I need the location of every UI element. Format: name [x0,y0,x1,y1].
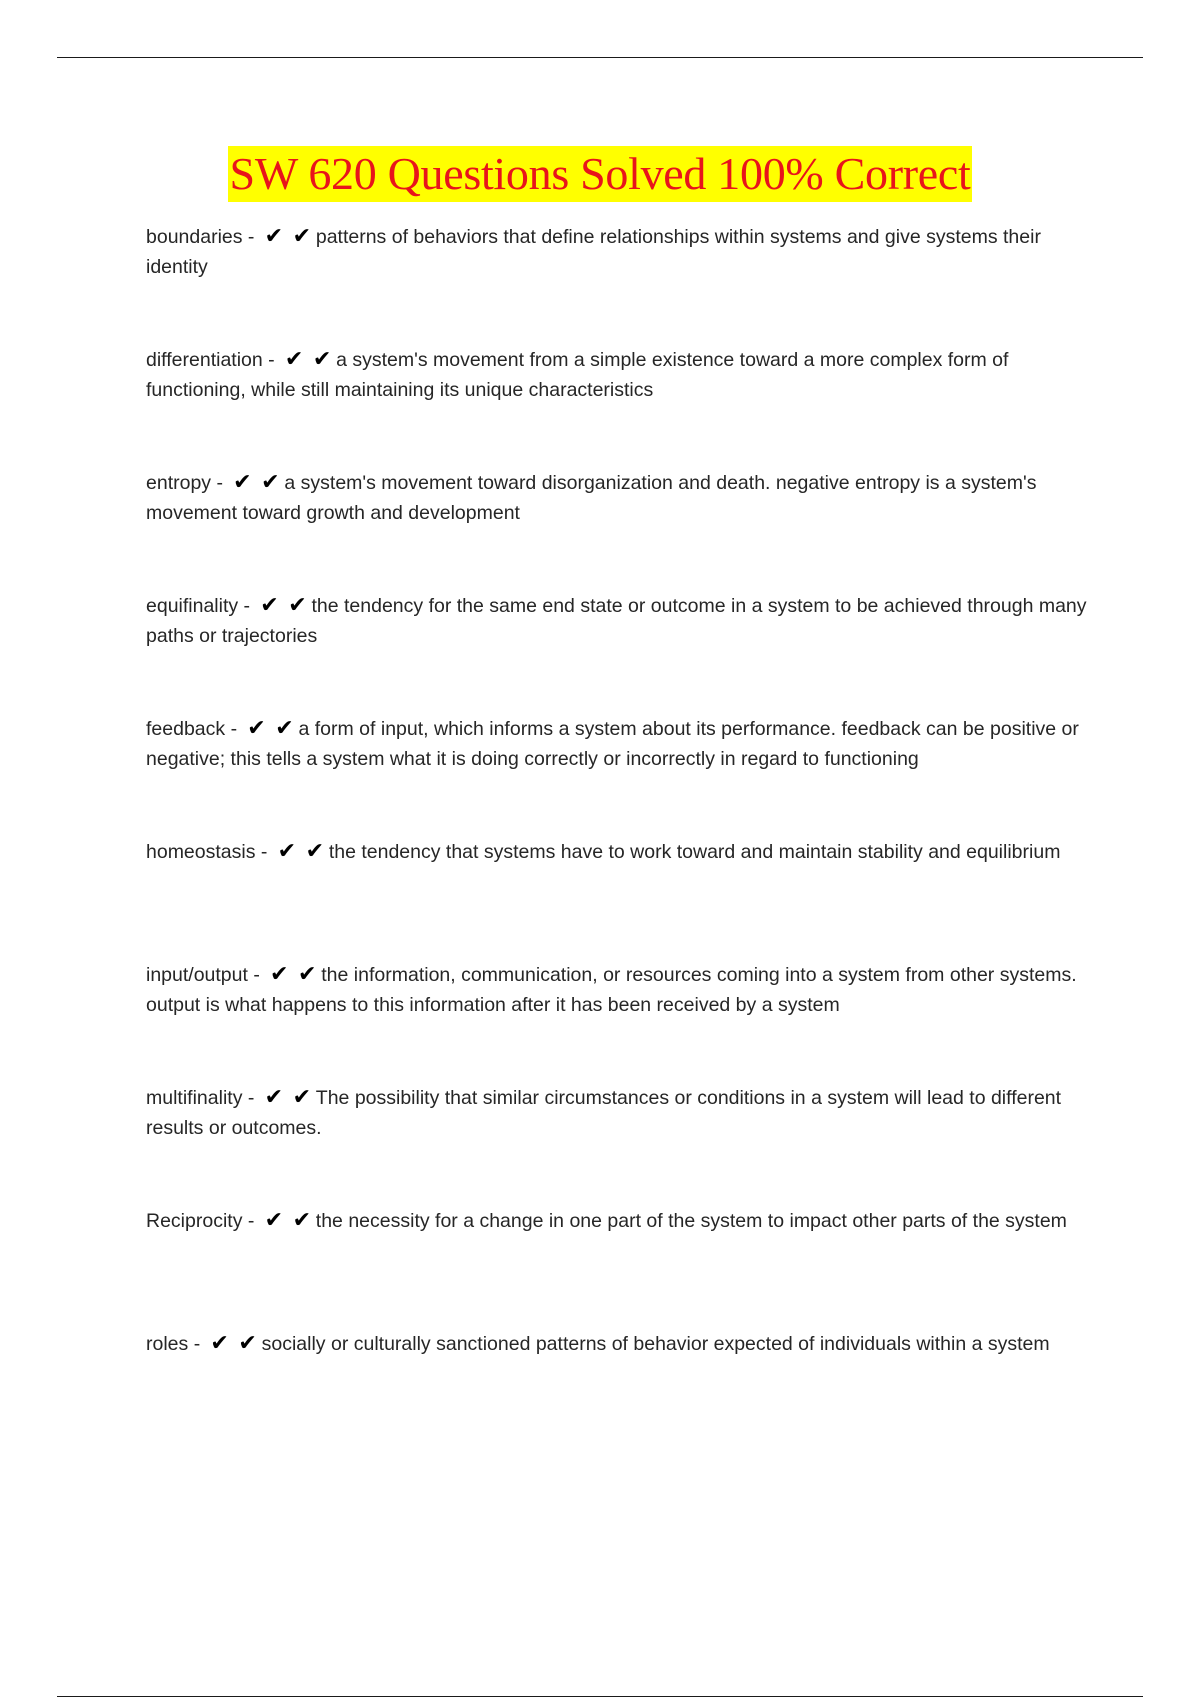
entry-separator: - [238,595,256,617]
top-rule [57,57,1143,58]
entry-separator: - [247,964,266,986]
double-checkmark [243,718,299,740]
entry-term: multifinality [146,1087,243,1109]
entry-definition: the tendency for the same end state or outcome in a system to be achieved through many paths or trajectories [146,595,1087,647]
entry-term: equifinality [146,595,239,617]
checkmark-icon: ✔ [298,962,317,987]
checkmark-icon: ✔ [210,1331,229,1356]
double-checkmark [260,1210,316,1232]
checkmark-icon: ✔ [277,839,297,864]
double-checkmark [260,1087,316,1109]
checkmark-icon: ✔ [275,716,294,741]
checkmark-icon: ✔ [292,224,312,249]
list-item [146,345,1096,468]
checkmark-icon: ✔ [233,470,252,495]
entry-definition: the information, communication, or resources coming into a system from other systems. output is what happens to this information after it has been received by a system [146,964,1077,1016]
list-item [146,222,1096,345]
entry-term: entropy [146,472,212,494]
double-checkmark [228,472,284,494]
entry-term: boundaries [146,226,243,248]
entry-definition: patterns of behaviors that define relationships within systems and give systems their identity [146,226,1041,278]
entry-separator: - [211,472,229,494]
entry-definition: the necessity for a change in one part of the system to impact other parts of the system [315,1210,1067,1232]
double-checkmark [206,1333,262,1355]
entry-separator: - [242,1087,260,1109]
entry-definition: socially or culturally sanctioned patterns of behavior expected of individuals within a system [261,1333,1050,1355]
checkmark-icon: ✔ [312,347,332,372]
double-checkmark [273,841,329,863]
entry-separator: - [225,718,243,740]
checkmark-icon: ✔ [292,1208,312,1233]
double-checkmark [280,349,336,371]
checkmark-icon: ✔ [238,1331,257,1356]
title-wrap [0,146,1200,202]
entry-separator: - [188,1333,206,1355]
entry-term: input/output [146,964,248,986]
page-title: SW 620 Questions Solved 100% Correct [228,146,973,202]
double-checkmark [265,964,321,986]
checkmark-icon: ✔ [261,470,280,495]
double-checkmark [255,595,311,617]
checkmark-icon: ✔ [292,1085,312,1110]
checkmark-icon: ✔ [264,1085,284,1110]
entry-definition: a system's movement from a simple existence toward a more complex form of functioning, while still maintaining its unique characteristics [146,349,1009,401]
entry-separator: - [242,1210,260,1232]
double-checkmark [260,226,316,248]
list-item [146,837,1096,960]
entry-definition: the tendency that systems have to work toward and maintain stability and equilibrium [328,841,1061,863]
entry-term: roles [146,1333,189,1355]
checkmark-icon: ✔ [305,839,325,864]
entry-separator: - [242,226,260,248]
checkmark-icon: ✔ [264,224,284,249]
checkmark-icon: ✔ [264,1208,284,1233]
checkmark-icon: ✔ [270,962,289,987]
entry-separator: - [262,349,281,371]
checkmark-icon: ✔ [247,716,266,741]
entry-term: Reciprocity [146,1210,243,1232]
checkmark-icon: ✔ [260,593,279,618]
checkmark-icon: ✔ [288,593,307,618]
list-item [146,468,1096,591]
entry-term: differentiation [146,349,263,371]
list-item [146,1083,1096,1206]
entry-separator: - [255,841,273,863]
list-item [146,1206,1096,1329]
bottom-rule [57,1696,1143,1697]
entry-definition: a form of input, which informs a system about its performance. feedback can be positive or negative; this tells a system what it is doing correctly or incorrectly in regard to functioning [146,718,1079,770]
list-item [146,960,1096,1083]
list-item [146,591,1096,714]
list-item [146,714,1096,837]
entry-definition: a system's movement toward disorganization and death. negative entropy is a system's movement toward growth and development [146,472,1037,524]
entry-list [146,222,1096,1452]
entry-term: feedback [146,718,226,740]
list-item [146,1329,1096,1452]
entry-term: homeostasis [146,841,256,863]
entry-definition: The possibility that similar circumstances or conditions in a system will lead to different results or outcomes. [146,1087,1062,1139]
checkmark-icon: ✔ [284,347,304,372]
